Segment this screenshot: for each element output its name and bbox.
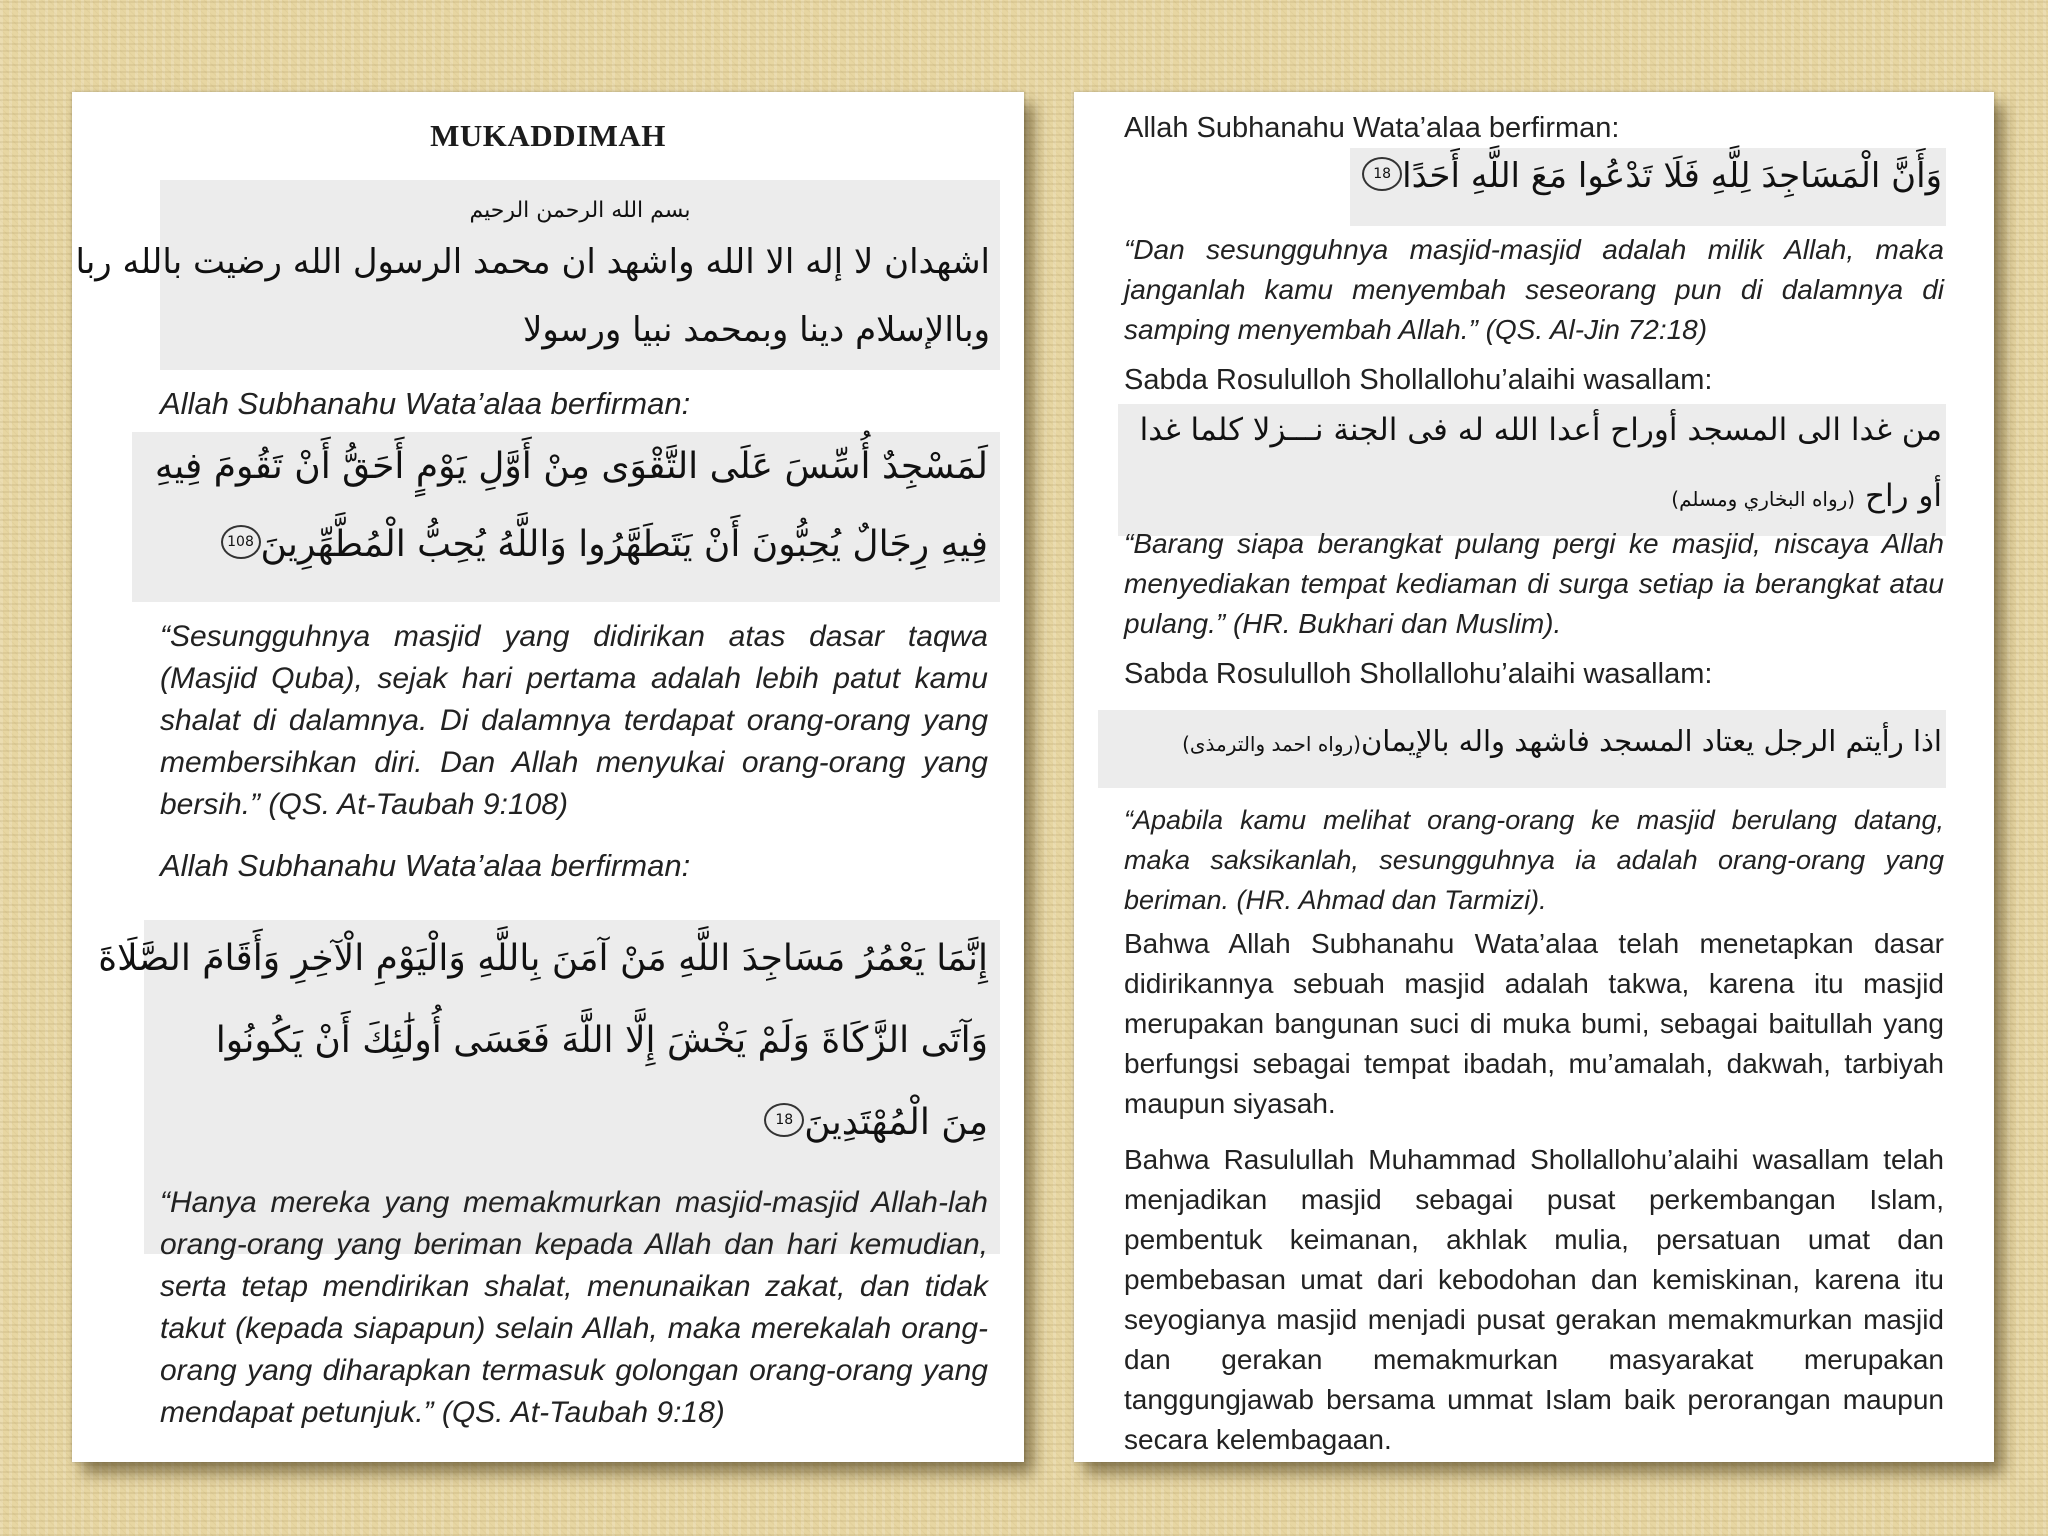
ayah-number-marker: 18	[764, 1103, 804, 1137]
quote-translation-3: “Dan sesungguhnya masjid-masjid adalah milik Allah, maka janganlah kamu menyembah seseorang pun di dalamnya di samping menyembah Allah.” (QS. Al-Jin 72:18)	[1124, 234, 1944, 345]
quote-translation-5: “Apabila kamu melihat orang-orang ke masjid berulang datang, maka saksikanlah, sesungguhnya ia adalah orang-orang yang beriman. (HR. Ahmad dan Tarmizi).	[1124, 805, 1944, 915]
paragraph-2: Bahwa Rasulullah Muhammad Shollallohu’alaihi wasallam telah menjadikan masjid sebagai pusat perkembangan Islam, pembentuk keimanan, akhlak mulia, persatuan umat dan pembebasan umat dari kebodohan dan kemiskinan, karena itu seyogianya masjid menjadi pusat gerakan memakmurkan masjid dan gerakan memakmurkan masyarakat merupakan tanggungjawab bersama ummat Islam baik perorangan maupun secara kelembagaan.	[1124, 1144, 1944, 1455]
page-title: MUKADDIMAH	[430, 118, 666, 153]
quote-translation-4: “Barang siapa berangkat pulang pergi ke masjid, niscaya Allah menyediakan tempat kediaman di surga setiap ia berangkat atau pulang.” (HR. Bukhari dan Muslim).	[1124, 528, 1944, 639]
verse-3	[1354, 156, 1942, 196]
verse-2-line-1: إِنَّمَا يَعْمُرُ مَسَاجِدَ اللَّهِ مَنْ آمَنَ بِاللَّهِ وَالْيَوْمِ الْآخِرِ وَأَقَامَ الصَّلَاةَ	[98, 938, 988, 979]
hadith-1-line-2-text: أو راح	[1864, 478, 1942, 514]
hadith-intro-label-2: Sabda Rosululloh Shollallohu’alaihi wasallam:	[1124, 658, 1713, 690]
verse-1-line-2-text: فِيهِ رِجَالٌ يُحِبُّونَ أَنْ يَتَطَهَّرُوا وَاللَّهُ يُحِبُّ الْمُطَّهِّرِينَ	[260, 524, 988, 565]
shahada-line-2: وباالإسلام دينا وبمحمد نبيا ورسولا	[523, 310, 990, 350]
hadith-2	[1182, 724, 1942, 758]
hadith-1-line-1: من غدا الى المسجد أوراح أعدا الله له فى الجنة نـــزلا كلما غدا	[1139, 412, 1942, 448]
verse-intro-label-2: Allah Subhanahu Wata’alaa berfirman:	[160, 848, 691, 883]
verse-intro-label-3: Allah Subhanahu Wata’alaa berfirman:	[1124, 112, 1620, 144]
verse-intro-label-1: Allah Subhanahu Wata’alaa berfirman:	[160, 386, 691, 421]
hadith-2-reference: (رواه احمد والترمذى)	[1182, 732, 1361, 756]
hadith-2-text: اذا رأيتم الرجل يعتاد المسجد فاشهد واله بالإيمان	[1360, 724, 1942, 758]
right-page	[1074, 92, 1994, 1462]
left-page	[72, 92, 1024, 1462]
verse-2-line-2: وَآتَى الزَّكَاةَ وَلَمْ يَخْشَ إِلَّا اللَّهَ فَعَسَى أُولَٰئِكَ أَنْ يَكُونُوا	[215, 1020, 988, 1061]
bismillah: بسم الله الرحمن الرحيم	[469, 198, 691, 223]
hadith-1-reference: (رواه البخاري ومسلم)	[1671, 487, 1856, 511]
hadith-1-line-2	[1671, 478, 1942, 514]
ayah-number-marker: 18	[1362, 157, 1402, 191]
ayah-number-marker: 108	[221, 525, 261, 559]
verse-1-line-2	[213, 524, 988, 565]
verse-2-line-3-text: مِنَ الْمُهْتَدِينَ	[804, 1102, 988, 1143]
quote-translation-1: “Sesungguhnya masjid yang didirikan atas dasar taqwa (Masjid Quba), sejak hari pertama adalah lebih patut kamu shalat di dalamnya. Di dalamnya terdapat orang-orang yang membersihkan diri. Dan Allah menyukai orang-orang yang bersih.” (QS. At-Taubah 9:108)	[160, 620, 988, 821]
verse-3-text: وَأَنَّ الْمَسَاجِدَ لِلَّهِ فَلَا تَدْعُوا مَعَ اللَّهِ أَحَدًا	[1402, 156, 1942, 196]
verse-2-line-3	[756, 1102, 988, 1143]
hadith-intro-label-1: Sabda Rosululloh Shollallohu’alaihi wasallam:	[1124, 364, 1713, 396]
quote-translation-2: “Hanya mereka yang memakmurkan masjid-masjid Allah-lah orang-orang yang beriman kepada Allah dan hari kemudian, serta tetap mendirikan shalat, menunaikan zakat, dan tidak takut (kepada siapapun) selain Allah, maka merekalah orang-orang yang diharapkan termasuk golongan orang-orang yang mendapat petunjuk.” (QS. At-Taubah 9:18)	[160, 1186, 988, 1429]
paragraph-1: Bahwa Allah Subhanahu Wata’alaa telah menetapkan dasar didirikannya sebuah masjid adalah takwa, karena itu masjid merupakan bangunan suci di muka bumi, sebagai baitullah yang berfungsi sebagai tempat ibadah, mu’amalah, dakwah, tarbiyah maupun siyasah.	[1124, 928, 1944, 1119]
verse-1-line-1: لَمَسْجِدٌ أُسِّسَ عَلَى التَّقْوَى مِنْ أَوَّلِ يَوْمٍ أَحَقُّ أَنْ تَقُومَ فِيهِ	[154, 446, 988, 487]
shahada-line-1: اشهدان لا إله الا الله واشهد ان محمد الرسول الله رضيت بالله ربا	[75, 242, 990, 282]
